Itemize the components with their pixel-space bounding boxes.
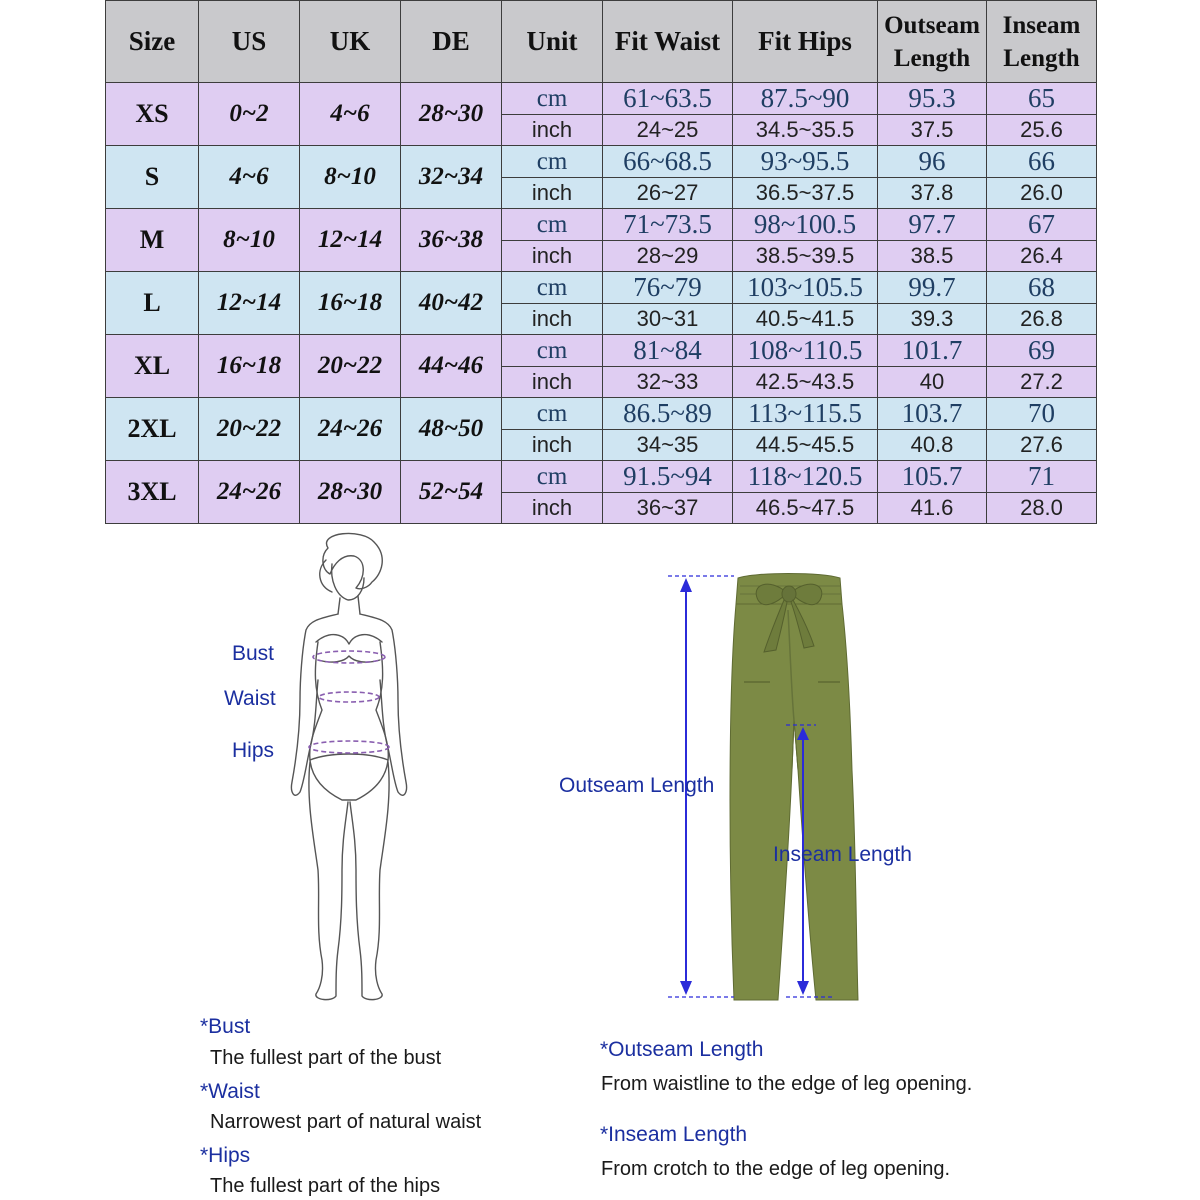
- inseam-value-cell: 28.0: [987, 493, 1097, 524]
- table-row: [106, 83, 1097, 115]
- uk-cell: 8~10: [300, 146, 401, 209]
- inseam-length-label: Inseam Length: [773, 843, 912, 866]
- outseam-value-cell: 97.7: [878, 209, 987, 241]
- table-row: [106, 335, 1097, 367]
- us-cell: 12~14: [199, 272, 300, 335]
- waist-value-cell: 91.5~94: [603, 461, 733, 493]
- header-outseam-line2: Length: [893, 44, 971, 72]
- waist-note-title: *Waist: [200, 1080, 260, 1103]
- header-size: Size: [106, 1, 199, 83]
- outseam-value-cell: 96: [878, 146, 987, 178]
- outseam-value-cell: 95.3: [878, 83, 987, 115]
- unit-cell: inch: [502, 430, 603, 461]
- header-uk: UK: [300, 1, 401, 83]
- size-chart-table: [105, 0, 1097, 524]
- header-unit: Unit: [502, 1, 603, 83]
- hips-value-cell: 113~115.5: [733, 398, 878, 430]
- inseam-value-cell: 25.6: [987, 115, 1097, 146]
- inseam-note-desc: From crotch to the edge of leg opening.: [601, 1158, 951, 1180]
- pants-icon: [730, 574, 858, 1001]
- inseam-value-cell: 67: [987, 209, 1097, 241]
- waist-value-cell: 86.5~89: [603, 398, 733, 430]
- size-cell: 3XL: [106, 461, 199, 524]
- table-row: [106, 398, 1097, 430]
- inseam-value-cell: 65: [987, 83, 1097, 115]
- uk-cell: 12~14: [300, 209, 401, 272]
- inseam-value-cell: 26.0: [987, 178, 1097, 209]
- de-cell: 40~42: [401, 272, 502, 335]
- waist-value-cell: 32~33: [603, 367, 733, 398]
- body-measurement-figure: [270, 530, 430, 1010]
- hips-value-cell: 36.5~37.5: [733, 178, 878, 209]
- hips-value-cell: 34.5~35.5: [733, 115, 878, 146]
- size-cell: XS: [106, 83, 199, 146]
- waist-value-cell: 36~37: [603, 493, 733, 524]
- inseam-value-cell: 27.2: [987, 367, 1097, 398]
- header-inseam-line1: Inseam: [1002, 11, 1081, 39]
- inseam-note-title: *Inseam Length: [600, 1123, 748, 1146]
- table-body: [106, 83, 1097, 524]
- header-outseam-line1: Outseam: [884, 11, 980, 39]
- size-cell: 2XL: [106, 398, 199, 461]
- inseam-value-cell: 71: [987, 461, 1097, 493]
- uk-cell: 16~18: [300, 272, 401, 335]
- hips-value-cell: 118~120.5: [733, 461, 878, 493]
- header-inseam-length: [987, 1, 1097, 83]
- hips-value-cell: 93~95.5: [733, 146, 878, 178]
- table-header-row: [106, 1, 1097, 83]
- outseam-length-label: Outseam Length: [559, 774, 715, 797]
- waist-value-cell: 76~79: [603, 272, 733, 304]
- outseam-value-cell: 101.7: [878, 335, 987, 367]
- us-cell: 20~22: [199, 398, 300, 461]
- unit-cell: cm: [502, 461, 603, 493]
- outseam-note-title: *Outseam Length: [600, 1038, 764, 1061]
- waist-value-cell: 66~68.5: [603, 146, 733, 178]
- header-de: DE: [401, 1, 502, 83]
- size-cell: S: [106, 146, 199, 209]
- unit-cell: cm: [502, 335, 603, 367]
- outseam-value-cell: 103.7: [878, 398, 987, 430]
- hips-label: Hips: [232, 739, 275, 762]
- header-fit-hips: Fit Hips: [733, 1, 878, 83]
- de-cell: 28~30: [401, 83, 502, 146]
- unit-cell: cm: [502, 146, 603, 178]
- outseam-note-desc: From waistline to the edge of leg opening.: [601, 1073, 973, 1095]
- uk-cell: 28~30: [300, 461, 401, 524]
- unit-cell: inch: [502, 241, 603, 272]
- waist-label: Waist: [224, 687, 276, 710]
- outseam-value-cell: 40.8: [878, 430, 987, 461]
- inseam-value-cell: 66: [987, 146, 1097, 178]
- unit-cell: inch: [502, 178, 603, 209]
- hips-value-cell: 108~110.5: [733, 335, 878, 367]
- inseam-value-cell: 68: [987, 272, 1097, 304]
- inseam-value-cell: 26.8: [987, 304, 1097, 335]
- de-cell: 48~50: [401, 398, 502, 461]
- inseam-value-cell: 70: [987, 398, 1097, 430]
- uk-cell: 24~26: [300, 398, 401, 461]
- bust-label: Bust: [232, 642, 275, 665]
- hips-value-cell: 46.5~47.5: [733, 493, 878, 524]
- hips-value-cell: 38.5~39.5: [733, 241, 878, 272]
- us-cell: 16~18: [199, 335, 300, 398]
- waist-value-cell: 71~73.5: [603, 209, 733, 241]
- waist-value-cell: 28~29: [603, 241, 733, 272]
- table-row: [106, 272, 1097, 304]
- size-cell: M: [106, 209, 199, 272]
- size-cell: L: [106, 272, 199, 335]
- de-cell: 52~54: [401, 461, 502, 524]
- de-cell: 36~38: [401, 209, 502, 272]
- outseam-value-cell: 37.5: [878, 115, 987, 146]
- header-us: US: [199, 1, 300, 83]
- uk-cell: 20~22: [300, 335, 401, 398]
- hips-note-title: *Hips: [200, 1144, 251, 1167]
- outseam-value-cell: 105.7: [878, 461, 987, 493]
- us-cell: 8~10: [199, 209, 300, 272]
- us-cell: 4~6: [199, 146, 300, 209]
- inseam-value-cell: 26.4: [987, 241, 1097, 272]
- outseam-value-cell: 38.5: [878, 241, 987, 272]
- bust-note-desc: The fullest part of the bust: [210, 1047, 442, 1069]
- unit-cell: inch: [502, 304, 603, 335]
- table-row: [106, 209, 1097, 241]
- hips-value-cell: 103~105.5: [733, 272, 878, 304]
- hips-value-cell: 98~100.5: [733, 209, 878, 241]
- hips-value-cell: 40.5~41.5: [733, 304, 878, 335]
- inseam-value-cell: 69: [987, 335, 1097, 367]
- us-cell: 0~2: [199, 83, 300, 146]
- waist-value-cell: 34~35: [603, 430, 733, 461]
- waist-value-cell: 81~84: [603, 335, 733, 367]
- outseam-value-cell: 41.6: [878, 493, 987, 524]
- unit-cell: inch: [502, 493, 603, 524]
- table-row: [106, 461, 1097, 493]
- de-cell: 32~34: [401, 146, 502, 209]
- hips-note-desc: The fullest part of the hips: [210, 1175, 441, 1197]
- uk-cell: 4~6: [300, 83, 401, 146]
- header-fit-waist: Fit Waist: [603, 1, 733, 83]
- header-inseam-line2: Length: [1003, 44, 1080, 72]
- inseam-value-cell: 27.6: [987, 430, 1097, 461]
- unit-cell: cm: [502, 398, 603, 430]
- outseam-value-cell: 99.7: [878, 272, 987, 304]
- unit-cell: cm: [502, 83, 603, 115]
- unit-cell: cm: [502, 209, 603, 241]
- header-outseam-length: [878, 1, 987, 83]
- hips-value-cell: 42.5~43.5: [733, 367, 878, 398]
- unit-cell: inch: [502, 367, 603, 398]
- waist-value-cell: 26~27: [603, 178, 733, 209]
- hips-value-cell: 87.5~90: [733, 83, 878, 115]
- hips-value-cell: 44.5~45.5: [733, 430, 878, 461]
- size-cell: XL: [106, 335, 199, 398]
- us-cell: 24~26: [199, 461, 300, 524]
- table-row: [106, 146, 1097, 178]
- waist-value-cell: 24~25: [603, 115, 733, 146]
- unit-cell: inch: [502, 115, 603, 146]
- waist-note-desc: Narrowest part of natural waist: [210, 1111, 482, 1133]
- de-cell: 44~46: [401, 335, 502, 398]
- waist-value-cell: 30~31: [603, 304, 733, 335]
- outseam-value-cell: 37.8: [878, 178, 987, 209]
- outseam-value-cell: 40: [878, 367, 987, 398]
- waist-value-cell: 61~63.5: [603, 83, 733, 115]
- outseam-value-cell: 39.3: [878, 304, 987, 335]
- unit-cell: cm: [502, 272, 603, 304]
- bust-note-title: *Bust: [200, 1015, 251, 1038]
